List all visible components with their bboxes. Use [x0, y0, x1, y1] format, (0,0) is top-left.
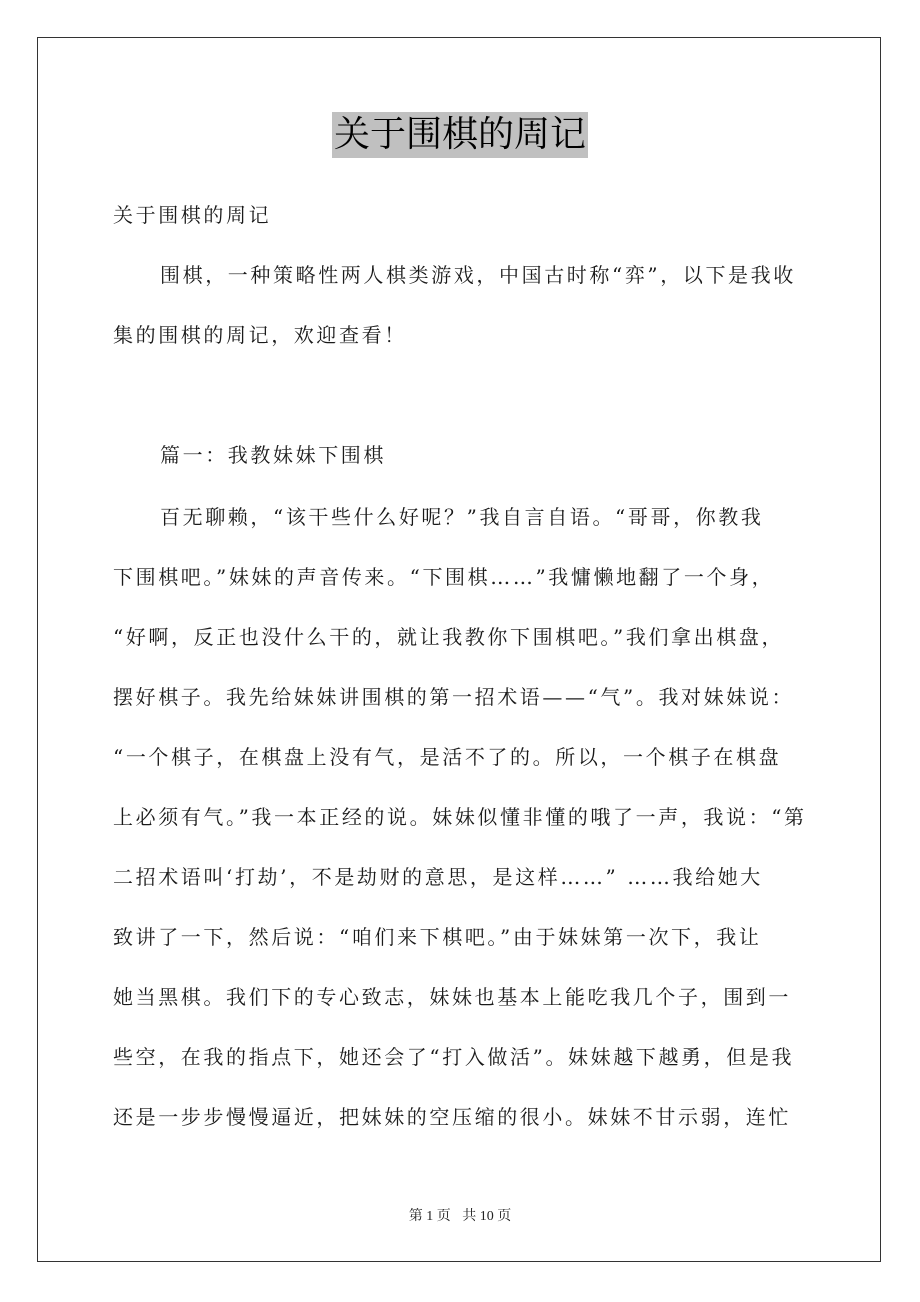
body-line: 下围棋吧。”妹妹的声音传来。“下围棋……”我慵懒地翻了一个身， [113, 565, 775, 589]
document-subtitle: 关于围棋的周记 [113, 203, 272, 227]
body-line: 还是一步步慢慢逼近，把妹妹的空压缩的很小。妹妹不甘示弱，连忙 [113, 1105, 791, 1129]
body-line: “一个棋子，在棋盘上没有气，是活不了的。所以，一个棋子在棋盘 [113, 745, 782, 769]
body-line: 二招术语叫‘打劫’，不是劫财的意思，是这样……” ……我给她大 [113, 865, 763, 889]
body-line: “好啊，反正也没什么干的，就让我教你下围棋吧。”我们拿出棋盘， [113, 625, 785, 649]
body-line: 摆好棋子。我先给妹妹讲围棋的第一招术语——“气”。我对妹妹说： [113, 685, 795, 709]
body-line: 百无聊赖，“该干些什么好呢？”我自言自语。“哥哥，你教我 [160, 505, 764, 529]
body-line: 她当黑棋。我们下的专心致志，妹妹也基本上能吃我几个子，围到一 [113, 985, 791, 1009]
page-number-total: 共 10 页 [462, 1209, 512, 1224]
page-footer [0, 1205, 920, 1225]
intro-line: 围棋，一种策略性两人棋类游戏，中国古时称“弈”，以下是我收 [160, 263, 796, 287]
section-heading: 篇一：我教妹妹下围棋 [160, 443, 386, 467]
title-container [0, 112, 920, 158]
body-line: 致讲了一下，然后说：“咱们来下棋吧。”由于妹妹第一次下，我让 [113, 925, 762, 949]
intro-line: 集的围棋的周记，欢迎查看！ [113, 323, 407, 347]
page-number-current: 第 1 页 [408, 1209, 451, 1224]
document-title: 关于围棋的周记 [332, 112, 588, 158]
body-line: 些空，在我的指点下，她还会了“打入做活”。妹妹越下越勇，但是我 [113, 1045, 795, 1069]
body-line: 上必须有气。”我一本正经的说。妹妹似懂非懂的哦了一声，我说：“第 [113, 805, 807, 829]
